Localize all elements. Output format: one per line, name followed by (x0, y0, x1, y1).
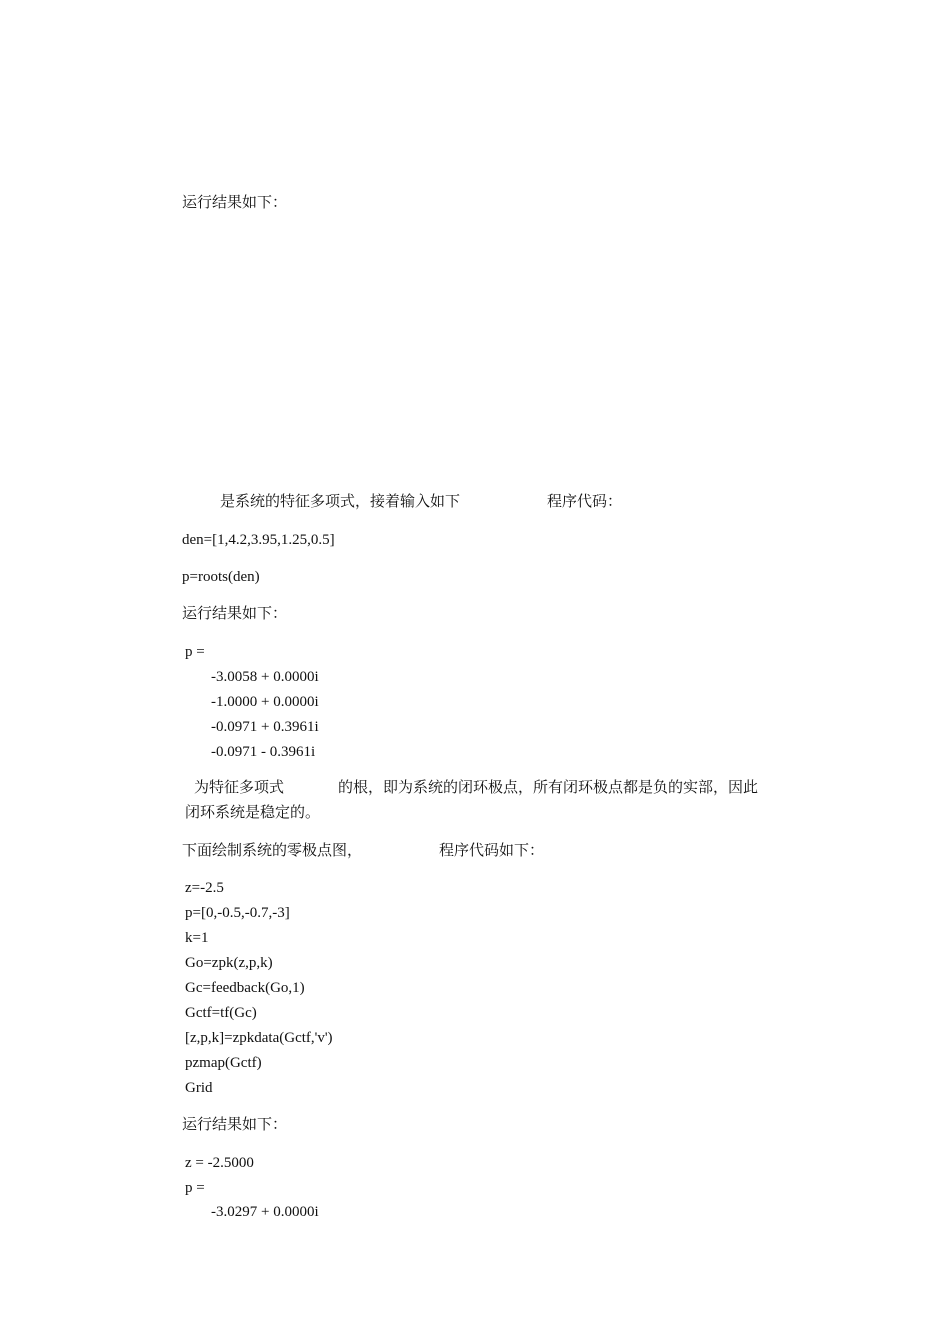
code-line: den=[1,4.2,3.95,1.25,0.5] (182, 532, 335, 548)
result-heading: 运行结果如下： (182, 606, 288, 622)
code-line: p=[0,-0.5,-0.7,-3] (185, 905, 290, 921)
output-value: -0.0971 + 0.3961i (211, 719, 319, 735)
code-line: pzmap(Gctf) (185, 1055, 262, 1071)
code-line: p=roots(den) (182, 569, 260, 585)
output-z-line: z = -2.5000 (185, 1155, 254, 1171)
code-line: z=-2.5 (185, 880, 224, 896)
code-line: Grid (185, 1080, 213, 1096)
paragraph-roots-line2: 闭环系统是稳定的。 (185, 805, 321, 821)
output-value: -3.0058 + 0.0000i (211, 669, 319, 685)
result-heading: 运行结果如下： (182, 195, 288, 211)
paragraph-pzmap-part1: 下面绘制系统的零极点图， (182, 843, 363, 859)
paragraph-roots-part1: 为特征多项式 (194, 780, 285, 796)
paragraph-char-poly-part2: 程序代码： (547, 494, 623, 510)
output-label: p = (185, 644, 205, 660)
output-label: p = (185, 1180, 205, 1196)
output-value: -1.0000 + 0.0000i (211, 694, 319, 710)
code-line: k=1 (185, 930, 209, 946)
paragraph-char-poly-part1: 是系统的特征多项式，接着输入如下 (220, 494, 461, 510)
output-value: -3.0297 + 0.0000i (211, 1204, 319, 1220)
code-line: Gc=feedback(Go,1) (185, 980, 305, 996)
paragraph-roots-part2: 的根，即为系统的闭环极点，所有闭环极点都是负的实部，因此 (338, 780, 759, 796)
code-line: Gctf=tf(Gc) (185, 1005, 257, 1021)
code-line: [z,p,k]=zpkdata(Gctf,'v') (185, 1030, 333, 1046)
paragraph-pzmap-part2: 程序代码如下： (439, 843, 545, 859)
result-heading: 运行结果如下： (182, 1117, 288, 1133)
code-line: Go=zpk(z,p,k) (185, 955, 273, 971)
output-value: -0.0971 - 0.3961i (211, 744, 316, 760)
